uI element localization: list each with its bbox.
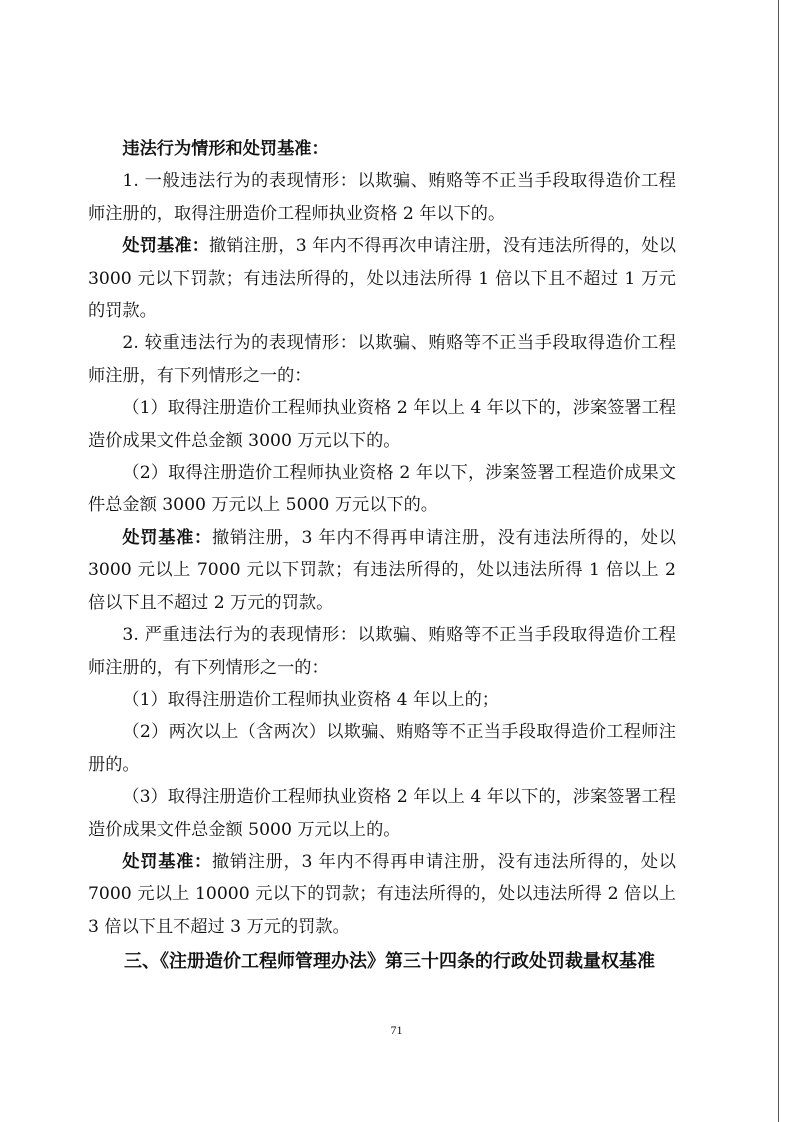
paragraph-general-violation: 1. 一般违法行为的表现情形：以欺骗、贿赂等不正当手段取得造价工程师注册的，取得注册造价工程师执业资格 2 年以下的。 bbox=[88, 171, 676, 224]
paragraph-penalty-severe bbox=[88, 846, 676, 943]
article-34-heading: 三、《注册造价工程师管理办法》第三十四条的行政处罚裁量权基准 bbox=[124, 951, 655, 973]
document-body bbox=[88, 133, 676, 979]
penalty-label: 处罚基准： bbox=[122, 527, 212, 548]
paragraph-severe-case-2: （2）两次以上（含两次）以欺骗、贿赂等不正当手段取得造价工程师注册的。 bbox=[88, 722, 676, 775]
paragraph-penalty-serious bbox=[88, 522, 676, 619]
penalty-text: 撤销注册，3 年内不得再申请注册，没有违法所得的，处以 7000 元以上 10000 元以下的罚款；有违法所得的，处以违法所得 2 倍以上 3 倍以下且不超过 3 万元的罚款。 bbox=[88, 851, 676, 937]
penalty-label: 处罚基准： bbox=[122, 236, 210, 257]
penalty-label: 处罚基准： bbox=[122, 851, 212, 872]
paragraph-penalty-general bbox=[88, 230, 676, 327]
page-edge-line bbox=[778, 0, 779, 1122]
paragraph-severe-case-1: （1）取得注册造价工程师执业资格 4 年以上的； bbox=[122, 689, 499, 710]
page-number: 71 bbox=[390, 1023, 403, 1037]
paragraph-severe-case-3: （3）取得注册造价工程师执业资格 2 年以上 4 年以下的，涉案签署工程造价成果文件总金额 5000 万元以上的。 bbox=[88, 787, 676, 840]
penalty-text: 撤销注册，3 年内不得再次申请注册，没有违法所得的，处以 3000 元以下罚款；有违法所得的，处以违法所得 1 倍以下且不超过 1 万元的罚款。 bbox=[88, 236, 676, 322]
paragraph-severe-violation: 3. 严重违法行为的表现情形：以欺骗、贿赂等不正当手段取得造价工程师注册的，有下列情形之一的： bbox=[88, 625, 676, 678]
paragraph-serious-case-1: （1）取得注册造价工程师执业资格 2 年以上 4 年以下的，涉案签署工程造价成果文件总金额 3000 万元以下的。 bbox=[88, 398, 676, 451]
paragraph-serious-violation: 2. 较重违法行为的表现情形：以欺骗、贿赂等不正当手段取得造价工程师注册，有下列情形之一的： bbox=[88, 333, 676, 386]
paragraph-serious-case-2: （2）取得注册造价工程师执业资格 2 年以下，涉案签署工程造价成果文件总金额 3000 万元以上 5000 万元以下的。 bbox=[88, 463, 676, 516]
penalty-text: 撤销注册，3 年内不得再申请注册，没有违法所得的，处以 3000 元以上 7000 元以下罚款；有违法所得的，处以违法所得 1 倍以上 2 倍以下且不超过 2 万元的罚款。 bbox=[88, 527, 676, 613]
section-heading: 违法行为情形和处罚基准： bbox=[122, 139, 329, 159]
